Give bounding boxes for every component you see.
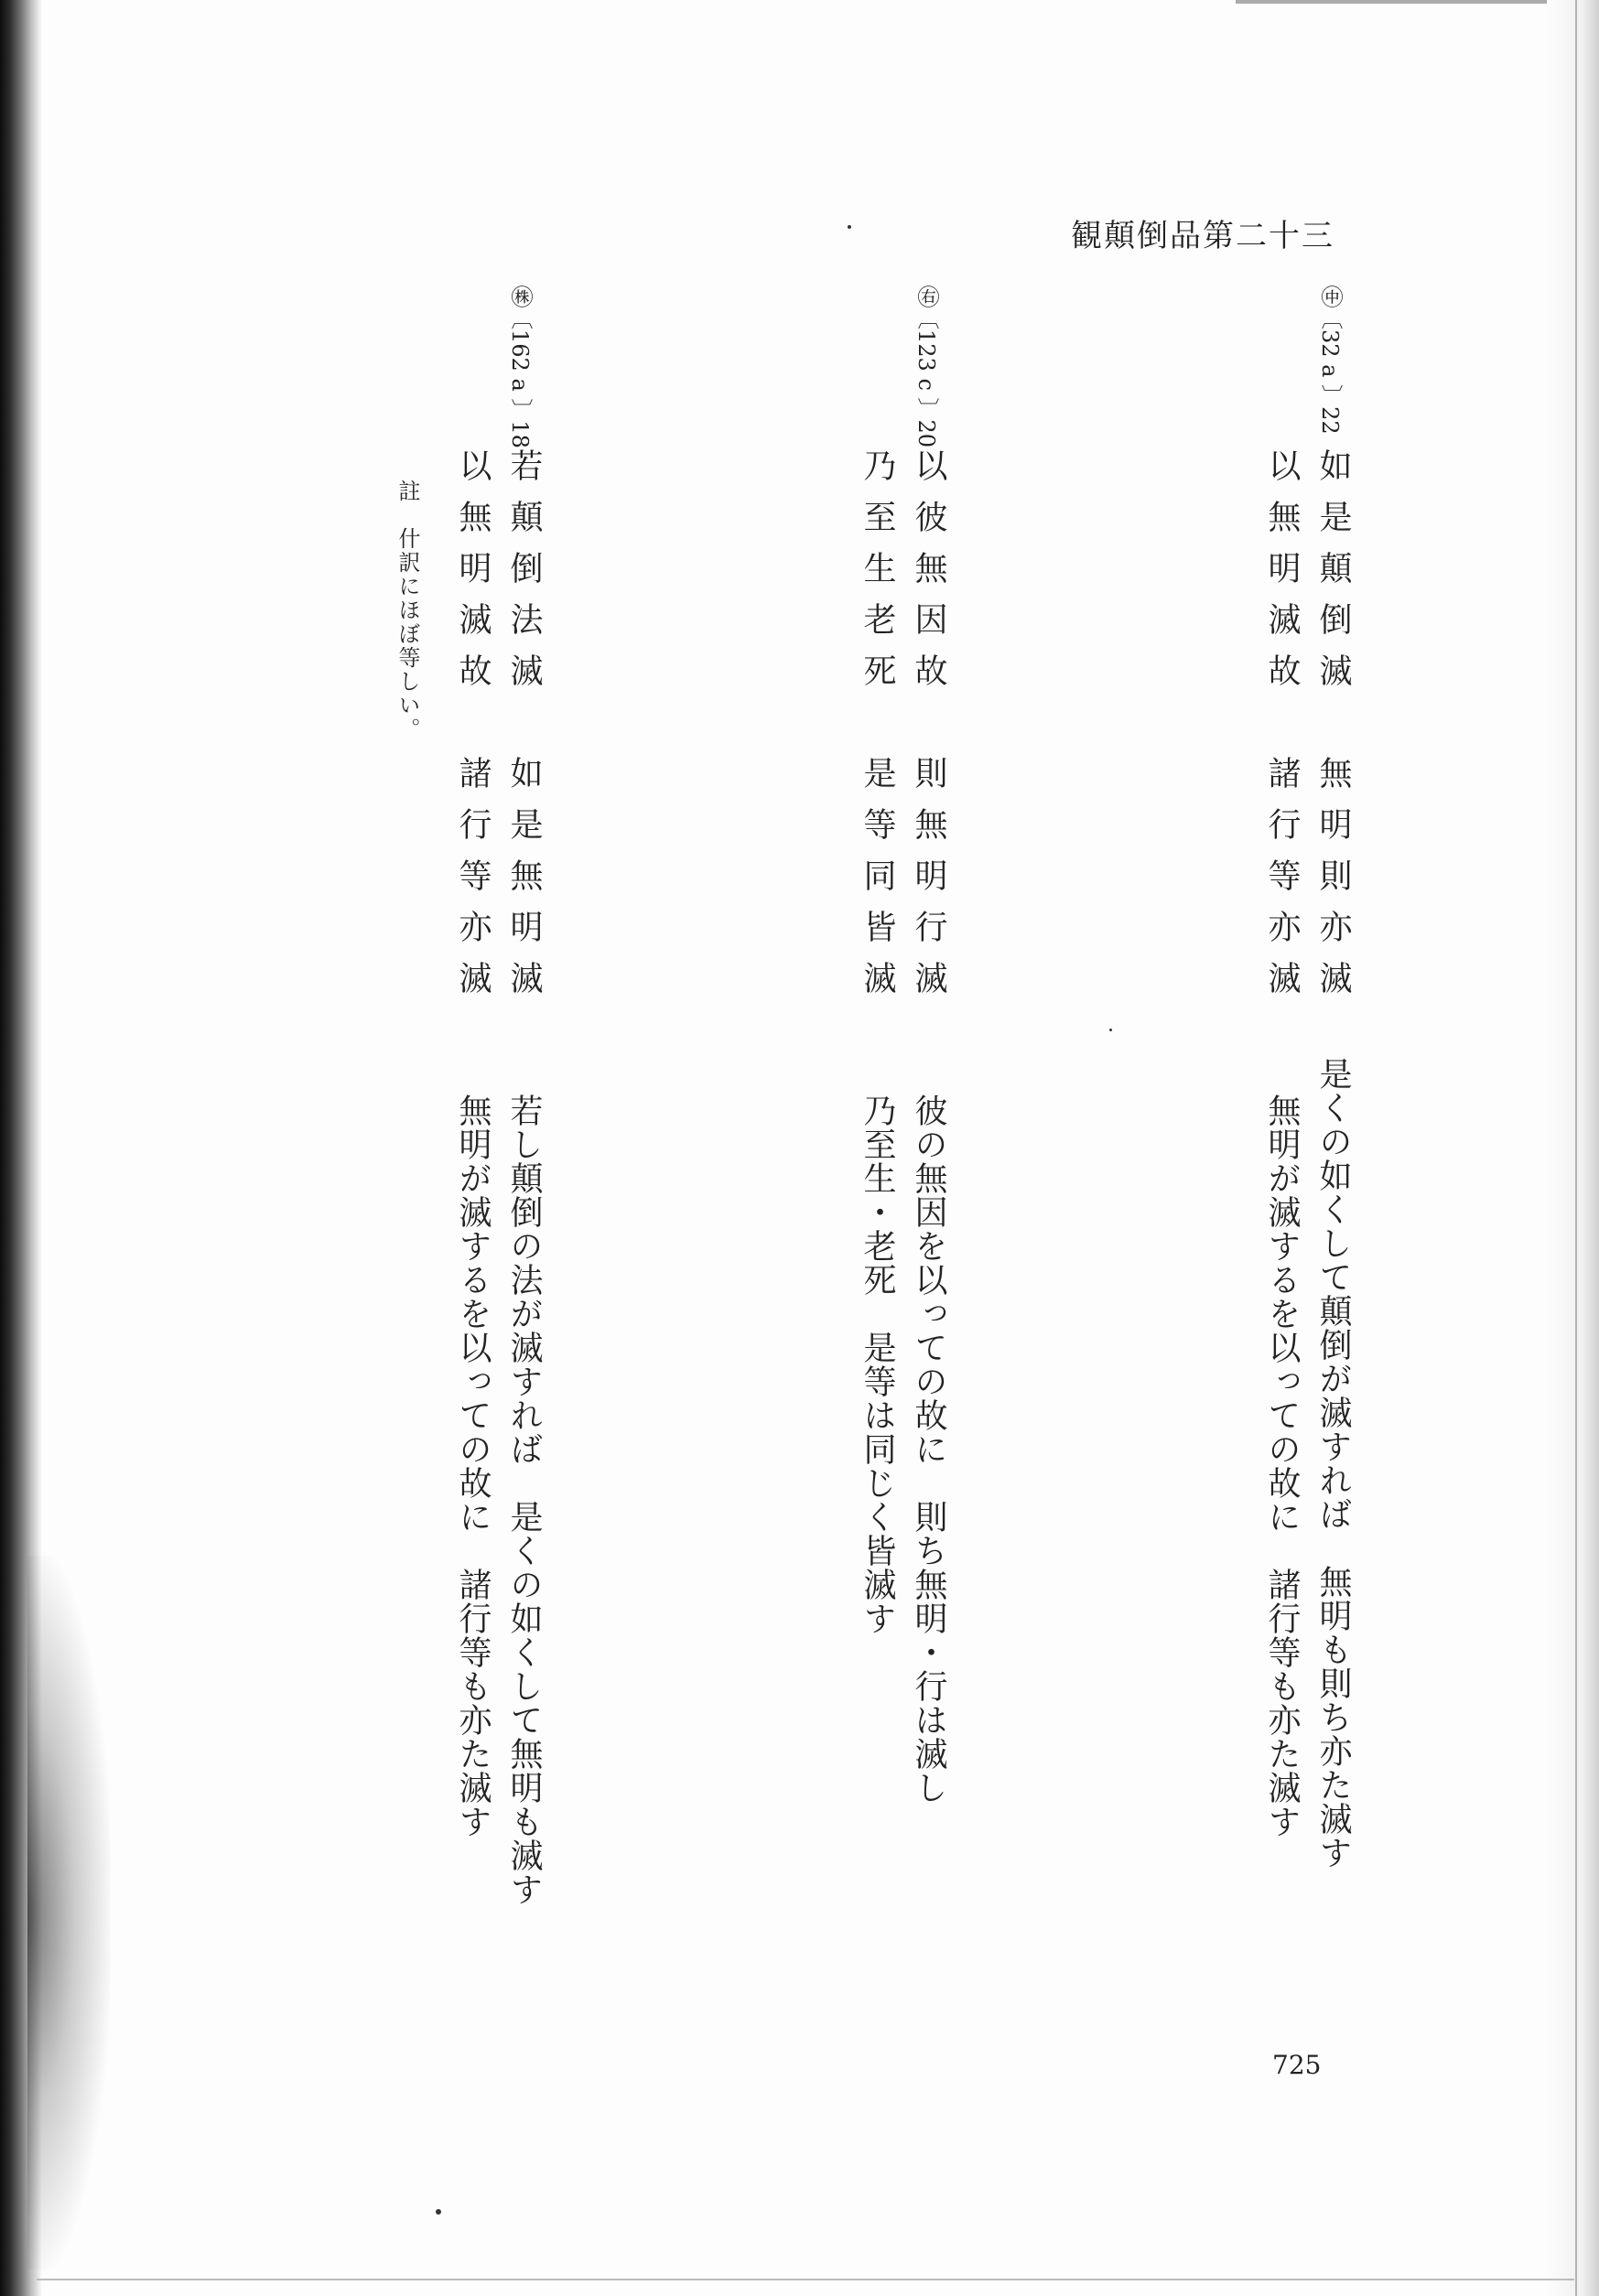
section-3-verse-line-2: 以無明滅故 諸行等亦滅 xyxy=(454,448,492,1012)
section-1-verse-line-1: 如是顛倒滅 無明則亦滅 xyxy=(1314,448,1352,1012)
bottom-scan-artifact xyxy=(37,2279,1574,2280)
scan-speck xyxy=(848,225,851,229)
section-2-ref-number: 〔123 c 〕20 xyxy=(913,307,939,448)
section-1-ref-number: 〔32 a 〕22 xyxy=(1317,307,1343,435)
section-1-reference xyxy=(1318,286,1342,435)
section-2-ref-mark: ㊨ xyxy=(913,286,939,307)
section-2-verse-line-2: 乃至生老死 是等同皆滅 xyxy=(859,448,896,1012)
binding-shadow-lower xyxy=(27,1556,110,2269)
scan-speck xyxy=(436,2209,441,2215)
section-1-verse-line-2: 以無明滅故 諸行等亦滅 xyxy=(1263,448,1301,1012)
section-3-translation-line-2: 無明が滅するを以っての故に 諸行等も亦た滅す xyxy=(454,1094,492,1838)
page-number: 725 xyxy=(1272,2050,1322,2080)
section-1-translation-line-2: 無明が滅するを以っての故に 諸行等も亦た滅す xyxy=(1263,1094,1301,1838)
top-scan-artifact xyxy=(1236,0,1547,4)
chapter-title: 観顛倒品第二十三 xyxy=(1071,218,1334,254)
section-1-translation-line-1: 是くの如くして顛倒が滅すれば 無明も則ち亦た滅す xyxy=(1314,1057,1352,1870)
footnote-text: 什訳にほぼ等しい。 xyxy=(394,527,420,741)
section-2-verse-line-1: 以彼無因故 則無明行滅 xyxy=(910,448,947,1012)
section-2-translation-line-1: 彼の無因を以っての故に 則ち無明・行は滅し xyxy=(910,1094,947,1805)
right-page-edge xyxy=(1544,0,1599,2296)
footnote xyxy=(395,480,419,741)
right-edge-line xyxy=(1575,0,1577,2296)
section-3-reference xyxy=(508,286,532,448)
section-3-ref-mark: ㊑ xyxy=(507,286,533,307)
section-3-verse-line-1: 若顛倒法滅 如是無明滅 xyxy=(505,448,543,1012)
footnote-label: 註 xyxy=(394,480,420,503)
section-3-translation-line-1: 若し顛倒の法が滅すれば 是くの如くして無明も滅す xyxy=(505,1094,543,1906)
section-2-reference xyxy=(914,286,938,447)
section-2-translation-line-2: 乃至生・老死 是等は同じく皆滅す xyxy=(859,1094,896,1635)
section-3-ref-number: 〔162 a 〕18 xyxy=(507,307,533,448)
scan-speck xyxy=(1109,1029,1112,1031)
section-1-ref-mark: ㊥ xyxy=(1317,286,1343,307)
